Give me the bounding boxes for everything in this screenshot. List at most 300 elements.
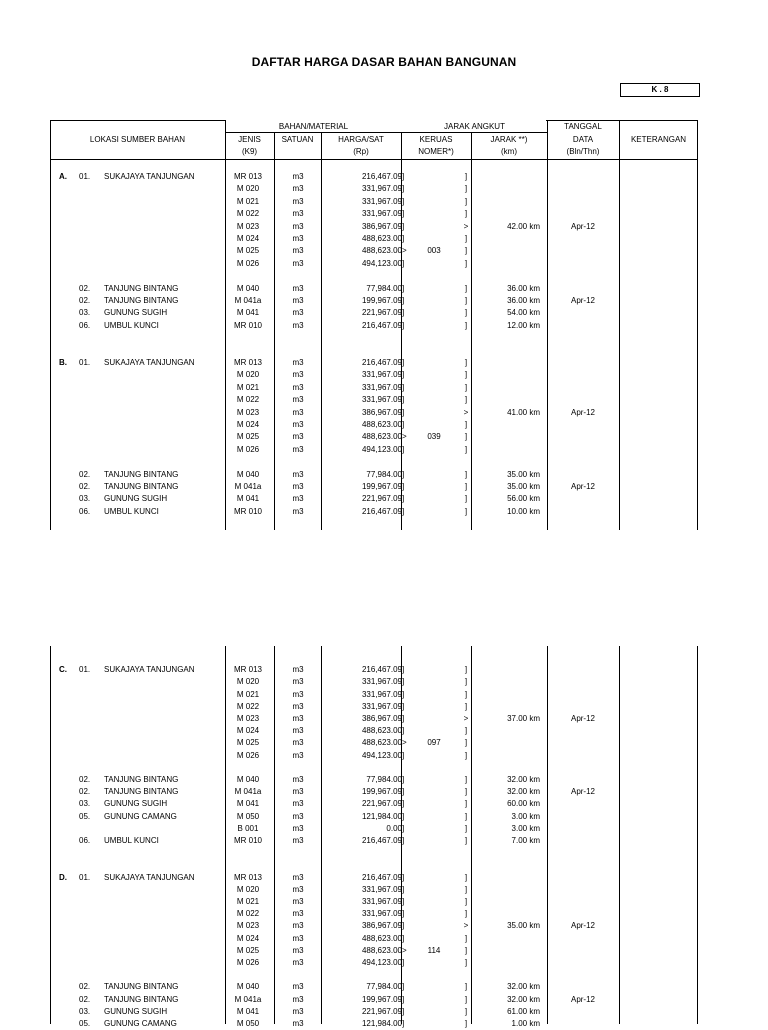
- price-bracket: ]: [402, 750, 405, 760]
- price-bracket: ]: [402, 395, 405, 405]
- unit: m3: [292, 494, 304, 504]
- material-code: M 041a: [234, 482, 262, 491]
- table-row: [50, 713, 698, 725]
- location-name: TANJUNG BINTANG: [104, 775, 179, 784]
- unit-price: 331,967.09: [361, 689, 402, 699]
- table-row: [50, 221, 698, 233]
- unit: m3: [292, 897, 304, 906]
- unit-price: 216,467.09: [361, 358, 402, 367]
- unit: m3: [292, 506, 304, 516]
- unit: m3: [292, 296, 304, 305]
- price-bracket: ]: [402, 714, 405, 723]
- haul-distance: 41.00 km: [507, 407, 540, 417]
- segment-bracket: ]: [464, 184, 468, 194]
- price-bracket: ]: [402, 506, 405, 516]
- location-name: SUKAJAYA TANJUNGAN: [104, 172, 195, 181]
- location-name: GUNUNG CAMANG: [104, 1019, 177, 1028]
- unit: m3: [292, 221, 304, 231]
- unit: m3: [292, 958, 304, 967]
- price-bracket: ]: [402, 407, 405, 417]
- header-bahan: BAHAN/MATERIAL: [278, 122, 349, 131]
- segment-bracket: ]: [464, 945, 468, 955]
- material-code: M 024: [236, 420, 260, 429]
- unit: m3: [292, 677, 304, 687]
- material-code: B 001: [237, 823, 259, 833]
- table-row: [50, 774, 698, 786]
- unit-price: 488,623.00: [361, 945, 402, 955]
- table-row: [50, 872, 698, 884]
- material-code: M 022: [236, 701, 260, 711]
- price-bracket: ]: [402, 909, 405, 919]
- unit-price: 221,967.09: [361, 494, 402, 504]
- table-row: [50, 394, 698, 406]
- material-code: MR 010: [233, 836, 262, 845]
- unit: m3: [292, 811, 304, 821]
- row-number: 02.: [79, 469, 91, 479]
- table-row: [50, 493, 698, 505]
- price-bracket: ]: [402, 701, 405, 711]
- unit-price: 488,623.00: [361, 246, 402, 256]
- price-bracket: ]: [402, 799, 405, 809]
- material-code: MR 010: [233, 320, 262, 330]
- table-row: [50, 1018, 698, 1030]
- segment-bracket: ]: [464, 382, 468, 392]
- unit-price: 386,967.09: [361, 921, 402, 931]
- row-number: 01.: [79, 665, 91, 675]
- table-row: [50, 945, 698, 957]
- table-row: [50, 920, 698, 932]
- location-name: TANJUNG BINTANG: [104, 482, 179, 491]
- price-table-sheet-1: [50, 120, 699, 530]
- unit-price: 331,967.09: [361, 184, 402, 194]
- row-number: 02.: [79, 283, 91, 293]
- unit: m3: [292, 172, 304, 181]
- unit-price: 494,123.00: [361, 258, 402, 268]
- unit-price: 494,123.00: [361, 750, 402, 760]
- material-code: M 020: [236, 677, 260, 687]
- price-bracket: ]: [402, 482, 405, 491]
- haul-distance: 36.00 km: [507, 296, 540, 305]
- haul-distance: 12.00 km: [507, 320, 540, 330]
- table-row: [50, 884, 698, 896]
- unit-price: 386,967.09: [361, 221, 402, 231]
- unit-price: 488,623.00: [361, 726, 402, 736]
- price-bracket: ]: [402, 677, 405, 687]
- table-row: [50, 469, 698, 481]
- material-code: M 023: [236, 714, 260, 723]
- unit: m3: [292, 184, 304, 194]
- material-code: M 024: [236, 726, 260, 736]
- unit: m3: [292, 482, 304, 491]
- price-bracket: ]: [402, 196, 405, 206]
- unit: m3: [292, 726, 304, 736]
- location-name: UMBUL KUNCI: [104, 320, 159, 330]
- table-row: [50, 750, 698, 762]
- data-date: Apr-12: [570, 921, 595, 931]
- table-row: [50, 407, 698, 419]
- segment-bracket: ]: [464, 432, 468, 442]
- material-code: M 041: [236, 799, 260, 809]
- material-code: M 026: [236, 444, 260, 454]
- haul-distance: 36.00 km: [507, 283, 540, 293]
- price-bracket: ]: [402, 811, 405, 821]
- segment-bracket: ]: [464, 506, 468, 516]
- price-bracket: >: [402, 945, 407, 955]
- price-bracket: ]: [402, 382, 405, 392]
- unit: m3: [292, 994, 304, 1004]
- row-number: 02.: [79, 787, 91, 797]
- unit: m3: [292, 933, 304, 943]
- price-bracket: ]: [402, 320, 405, 330]
- header-satuan: SATUAN: [281, 135, 314, 144]
- location-name: SUKAJAYA TANJUNGAN: [104, 358, 195, 367]
- row-number: 02.: [79, 994, 91, 1004]
- location-name: SUKAJAYA TANJUNGAN: [104, 665, 195, 675]
- haul-distance: 35.00 km: [507, 921, 540, 931]
- price-bracket: ]: [402, 689, 405, 699]
- price-bracket: ]: [402, 370, 405, 380]
- haul-distance: 56.00 km: [507, 494, 540, 504]
- table-row: [50, 933, 698, 945]
- table-row: [50, 676, 698, 688]
- material-code: M 020: [236, 184, 260, 194]
- unit-price: 331,967.09: [361, 209, 402, 219]
- segment-bracket: ]: [464, 811, 468, 821]
- unit: m3: [292, 799, 304, 809]
- segment-bracket: ]: [464, 494, 468, 504]
- table-row: [50, 725, 698, 737]
- segment-bracket: ]: [464, 469, 468, 479]
- segment-bracket: ]: [464, 358, 468, 367]
- material-code: M 024: [236, 234, 260, 243]
- price-bracket: ]: [402, 823, 405, 833]
- header-tanggal: TANGGAL: [564, 122, 602, 131]
- unit-price: 77,984.00: [366, 775, 402, 784]
- unit-price: 77,984.00: [366, 469, 402, 479]
- unit-price: 488,623.00: [361, 738, 402, 748]
- unit: m3: [292, 921, 304, 931]
- material-code: M 021: [236, 196, 260, 206]
- price-bracket: ]: [402, 420, 405, 429]
- unit: m3: [292, 909, 304, 919]
- table-row: [50, 908, 698, 920]
- table-row: [50, 664, 698, 676]
- material-code: M 041a: [234, 787, 262, 797]
- unit-price: 221,967.09: [361, 308, 402, 318]
- table-row: [50, 369, 698, 381]
- material-code: M 021: [236, 689, 260, 699]
- material-code: M 026: [236, 958, 260, 967]
- unit: m3: [292, 432, 304, 442]
- unit-price: 216,467.09: [361, 836, 402, 845]
- segment-bracket: ]: [464, 958, 468, 967]
- price-bracket: ]: [402, 234, 405, 243]
- segment-bracket: ]: [464, 994, 468, 1004]
- price-bracket: ]: [402, 358, 405, 367]
- segment-bracket: ]: [464, 933, 468, 943]
- segment-bracket: ]: [464, 897, 468, 906]
- segment-bracket: ]: [464, 823, 468, 833]
- table-row: [50, 382, 698, 394]
- material-code: MR 013: [233, 665, 262, 675]
- header-keruas-sub: NOMER*): [418, 147, 454, 156]
- price-bracket: ]: [402, 897, 405, 906]
- header-jenis: JENIS: [238, 135, 261, 144]
- unit: m3: [292, 836, 304, 845]
- price-bracket: ]: [402, 836, 405, 845]
- location-name: TANJUNG BINTANG: [104, 296, 179, 305]
- unit: m3: [292, 370, 304, 380]
- segment-bracket: ]: [464, 444, 468, 454]
- table-row: [50, 994, 698, 1006]
- location-name: TANJUNG BINTANG: [104, 994, 179, 1004]
- location-name: UMBUL KUNCI: [104, 506, 159, 516]
- unit-price: 331,967.09: [361, 884, 402, 894]
- haul-distance: 61.00 km: [507, 1006, 540, 1016]
- table-row: [50, 957, 698, 969]
- price-bracket: ]: [402, 283, 405, 293]
- material-code: M 022: [236, 909, 260, 919]
- material-code: M 050: [236, 811, 260, 821]
- material-code: M 041a: [234, 994, 262, 1004]
- unit: m3: [292, 469, 304, 479]
- unit: m3: [292, 395, 304, 405]
- material-code: M 041: [236, 494, 260, 504]
- table-row: [50, 295, 698, 307]
- table-row: [50, 823, 698, 835]
- unit-price: 199,967.09: [361, 296, 402, 305]
- data-date: Apr-12: [570, 714, 595, 723]
- material-code: M 023: [236, 921, 260, 931]
- unit: m3: [292, 407, 304, 417]
- segment-bracket: ]: [464, 482, 468, 491]
- haul-distance: 1.00 km: [511, 1019, 540, 1028]
- unit: m3: [292, 320, 304, 330]
- unit-price: 331,967.09: [361, 677, 402, 687]
- unit-price: 386,967.09: [361, 714, 402, 723]
- material-code: M 041a: [234, 296, 262, 305]
- row-number: 06.: [79, 836, 91, 845]
- header-jarak: JARAK **): [490, 135, 528, 144]
- unit-price: 121,984.00: [361, 811, 402, 821]
- price-bracket: ]: [402, 444, 405, 454]
- haul-distance: 54.00 km: [507, 308, 540, 318]
- segment-bracket: ]: [464, 677, 468, 687]
- segment-bracket: ]: [464, 750, 468, 760]
- unit-price: 216,467.09: [361, 172, 402, 181]
- price-bracket: ]: [402, 787, 405, 797]
- row-number: 03.: [79, 1006, 91, 1016]
- data-date: Apr-12: [570, 221, 595, 231]
- price-bracket: ]: [402, 884, 405, 894]
- location-name: TANJUNG BINTANG: [104, 787, 179, 797]
- segment-bracket: ]: [464, 726, 468, 736]
- unit-price: 488,623.00: [361, 420, 402, 429]
- unit-price: 494,123.00: [361, 958, 402, 967]
- unit-price: 488,623.00: [361, 432, 402, 442]
- data-date: Apr-12: [570, 407, 595, 417]
- price-bracket: ]: [402, 1019, 405, 1028]
- segment-bracket: ]: [464, 246, 468, 256]
- table-row: [50, 307, 698, 319]
- haul-distance: 32.00 km: [507, 775, 540, 784]
- location-name: GUNUNG SUGIH: [104, 494, 168, 504]
- unit-price: 386,967.09: [361, 407, 402, 417]
- table-row: [50, 506, 698, 518]
- price-bracket: ]: [402, 209, 405, 219]
- price-bracket: ]: [402, 308, 405, 318]
- table-row: [50, 1006, 698, 1018]
- section-letter: A.: [59, 172, 67, 181]
- material-code: M 025: [236, 738, 260, 748]
- haul-distance: 35.00 km: [507, 482, 540, 491]
- table-row: [50, 896, 698, 908]
- price-bracket: ]: [402, 872, 405, 882]
- material-code: M 040: [236, 775, 260, 784]
- price-bracket: ]: [402, 221, 405, 231]
- row-number: 06.: [79, 506, 91, 516]
- segment-bracket: ]: [464, 172, 468, 181]
- unit: m3: [292, 444, 304, 454]
- row-number: 02.: [79, 296, 91, 305]
- table-row: [50, 444, 698, 456]
- segment-bracket: ]: [464, 701, 468, 711]
- row-number: 03.: [79, 494, 91, 504]
- material-code: MR 013: [233, 872, 262, 882]
- location-name: GUNUNG SUGIH: [104, 1006, 168, 1016]
- table-row: [50, 196, 698, 208]
- price-bracket: ]: [402, 172, 405, 181]
- price-bracket: ]: [402, 775, 405, 784]
- unit-price: 494,123.00: [361, 444, 402, 454]
- table-row: [50, 481, 698, 493]
- haul-distance: 32.00 km: [507, 982, 540, 992]
- unit: m3: [292, 358, 304, 367]
- table-row: [50, 208, 698, 220]
- material-code: M 023: [236, 221, 260, 231]
- segment-bracket: ]: [464, 258, 468, 268]
- unit: m3: [292, 246, 304, 256]
- haul-distance: 60.00 km: [507, 799, 540, 809]
- segment-bracket: ]: [464, 787, 468, 797]
- unit: m3: [292, 382, 304, 392]
- row-number: 01.: [79, 358, 91, 367]
- section-letter: C.: [59, 665, 67, 675]
- unit-price: 199,967.09: [361, 482, 402, 491]
- price-bracket: >: [402, 432, 407, 442]
- unit: m3: [292, 665, 304, 675]
- unit-price: 331,967.09: [361, 395, 402, 405]
- unit: m3: [292, 234, 304, 243]
- row-number: 01.: [79, 172, 91, 181]
- segment-bracket: ]: [464, 689, 468, 699]
- header-tanggal-sub2: (Bln/Thn): [566, 147, 600, 156]
- segment-bracket: >: [463, 221, 469, 231]
- segment-bracket: ]: [464, 209, 468, 219]
- segment-number: 097: [427, 738, 441, 748]
- segment-bracket: >: [463, 407, 469, 417]
- unit: m3: [292, 209, 304, 219]
- price-bracket: ]: [402, 726, 405, 736]
- table-row: [50, 419, 698, 431]
- segment-number: 114: [427, 945, 441, 955]
- price-bracket: >: [402, 246, 407, 256]
- haul-distance: 7.00 km: [511, 836, 540, 845]
- haul-distance: 3.00 km: [511, 823, 540, 833]
- section-letter: B.: [59, 358, 67, 367]
- material-code: M 040: [236, 982, 260, 992]
- location-name: UMBUL KUNCI: [104, 836, 159, 845]
- haul-distance: 35.00 km: [507, 469, 540, 479]
- segment-bracket: ]: [464, 1019, 468, 1028]
- material-code: M 025: [236, 246, 260, 256]
- unit-price: 331,967.09: [361, 897, 402, 906]
- unit-price: 199,967.09: [361, 994, 402, 1004]
- material-code: M 024: [236, 933, 260, 943]
- material-code: M 041: [236, 1006, 260, 1016]
- unit-price: 488,623.00: [361, 234, 402, 243]
- unit-price: 221,967.09: [361, 1006, 402, 1016]
- price-table-sheet-2: [50, 646, 699, 1028]
- location-name: TANJUNG BINTANG: [104, 982, 179, 992]
- unit: m3: [292, 823, 304, 833]
- unit: m3: [292, 701, 304, 711]
- material-code: MR 013: [233, 358, 262, 367]
- table-row: [50, 283, 698, 295]
- unit: m3: [292, 420, 304, 429]
- unit-price: 77,984.00: [366, 283, 402, 293]
- unit: m3: [292, 872, 304, 882]
- segment-bracket: ]: [464, 836, 468, 845]
- material-code: M 026: [236, 258, 260, 268]
- haul-distance: 32.00 km: [507, 994, 540, 1004]
- haul-distance: 32.00 km: [507, 787, 540, 797]
- unit-price: 199,967.09: [361, 787, 402, 797]
- row-number: 02.: [79, 775, 91, 784]
- unit: m3: [292, 775, 304, 784]
- segment-bracket: ]: [464, 283, 468, 293]
- segment-number: 039: [427, 432, 441, 442]
- price-bracket: ]: [402, 921, 405, 931]
- unit-price: 216,467.09: [361, 872, 402, 882]
- segment-bracket: ]: [464, 370, 468, 380]
- data-date: Apr-12: [570, 994, 595, 1004]
- location-name: TANJUNG BINTANG: [104, 283, 179, 293]
- segment-bracket: ]: [464, 196, 468, 206]
- unit-price: 121,984.00: [361, 1019, 402, 1028]
- price-bracket: ]: [402, 1006, 405, 1016]
- price-bracket: ]: [402, 994, 405, 1004]
- unit-price: 77,984.00: [366, 982, 402, 992]
- material-code: M 023: [236, 407, 260, 417]
- table-row: [50, 357, 698, 369]
- header-subline: [225, 132, 547, 133]
- material-code: M 040: [236, 283, 260, 293]
- unit-price: 216,467.09: [361, 665, 402, 675]
- haul-distance: 37.00 km: [507, 714, 540, 723]
- unit-price: 331,967.09: [361, 370, 402, 380]
- unit: m3: [292, 689, 304, 699]
- unit-price: 331,967.09: [361, 701, 402, 711]
- table-row: [50, 835, 698, 847]
- unit-price: 331,967.09: [361, 382, 402, 392]
- segment-bracket: ]: [464, 909, 468, 919]
- material-code: M 020: [236, 370, 260, 380]
- location-name: GUNUNG SUGIH: [104, 308, 168, 318]
- unit: m3: [292, 308, 304, 318]
- header-bottom-line: [50, 159, 698, 160]
- table-row: [50, 171, 698, 183]
